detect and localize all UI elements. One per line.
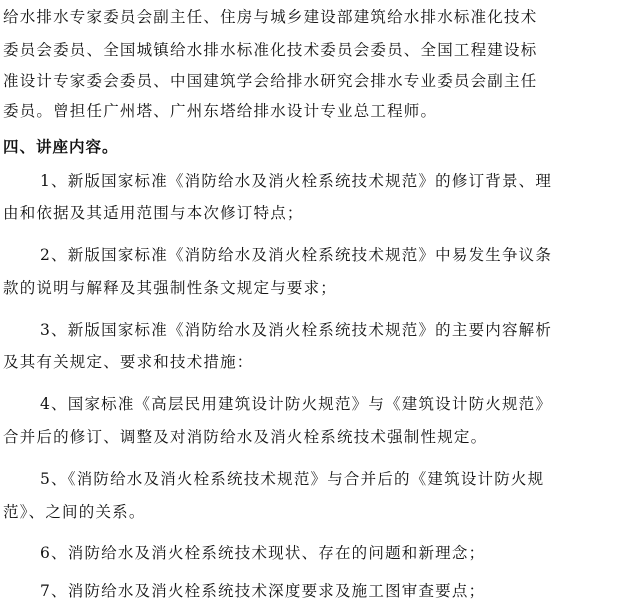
intro-line: 给水排水专家委员会副主任、住房与城乡建设部建筑给水排水标准化技术: [3, 8, 538, 26]
list-item-line: 范》、之间的关系。: [3, 503, 146, 521]
list-item-line: 3、新版国家标准《消防给水及消火栓系统技术规范》的主要内容解析: [40, 321, 553, 339]
intro-line: 准设计专家委会委员、中国建筑学会给排水研究会排水专业委员会副主任: [3, 72, 538, 90]
list-item-line: 1、新版国家标准《消防给水及消火栓系统技术规范》的修订背景、理: [40, 172, 553, 190]
list-item-line: 及其有关规定、要求和技术措施：: [3, 353, 254, 371]
list-item-line: 4、国家标准《高层民用建筑设计防火规范》与《建筑设计防火规范》: [40, 395, 553, 413]
list-item-line: 7、消防给水及消火栓系统技术深度要求及施工图审查要点；: [40, 582, 486, 600]
intro-line: 委员。曾担任广州塔、广州东塔给排水设计专业总工程师。: [3, 102, 438, 120]
list-item-line: 6、消防给水及消火栓系统技术现状、存在的问题和新理念；: [40, 544, 486, 562]
section-heading: 四、讲座内容。: [3, 138, 119, 156]
list-item-line: 5、《消防给水及消火栓系统技术规范》与合并后的《建筑设计防火规: [40, 470, 545, 488]
intro-line: 委员会委员、全国城镇给水排水标准化技术委员会委员、全国工程建设标: [3, 41, 538, 59]
list-item-line: 合并后的修订、调整及对消防给水及消火栓系统技术强制性规定。: [3, 428, 488, 446]
list-item-line: 2、新版国家标准《消防给水及消火栓系统技术规范》中易发生争议条: [40, 246, 553, 264]
list-item-line: 由和依据及其适用范围与本次修订特点；: [3, 204, 304, 222]
list-item-line: 款的说明与解释及其强制性条文规定与要求；: [3, 279, 338, 297]
